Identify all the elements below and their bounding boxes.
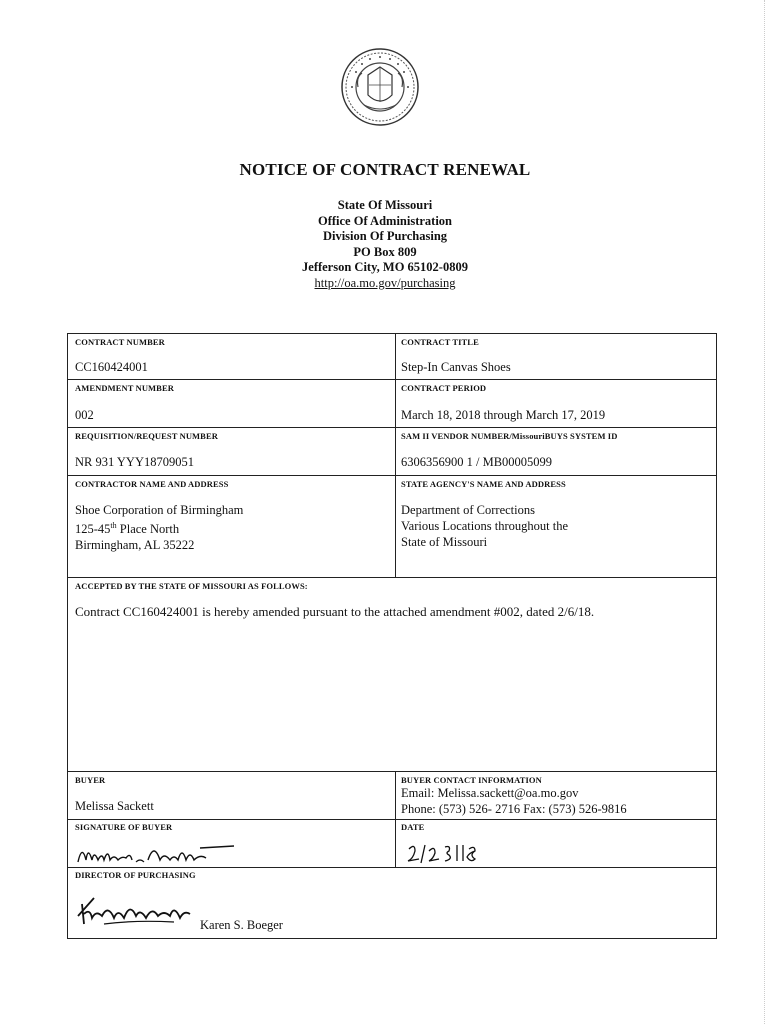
contractor-label: CONTRACTOR NAME AND ADDRESS (75, 479, 229, 489)
row-divider (68, 475, 716, 476)
missouri-state-seal-icon (340, 47, 420, 127)
document-title: NOTICE OF CONTRACT RENEWAL (239, 160, 531, 179)
buyer-email: Email: Melissa.sackett@oa.mo.gov (401, 786, 579, 800)
row-divider (68, 379, 716, 380)
agency-location: Various Locations throughout the (401, 519, 568, 533)
page-edge-mark (764, 0, 767, 1024)
buyer-label: BUYER (75, 775, 106, 785)
address-state: State Of Missouri (337, 198, 433, 212)
purchasing-url-link[interactable]: http://oa.mo.gov/purchasing (314, 275, 456, 290)
contract-form (67, 333, 717, 939)
address-office: Office Of Administration (317, 213, 452, 228)
address-po-box: PO Box 809 (353, 244, 417, 259)
issuer-address (0, 198, 770, 291)
row-divider (68, 819, 716, 820)
contract-number-label: CONTRACT NUMBER (75, 337, 165, 347)
amendment-number-value: 002 (75, 408, 94, 422)
buyer-contact-label: BUYER CONTACT INFORMATION (401, 775, 542, 785)
requisition-label: REQUISITION/REQUEST NUMBER (75, 431, 218, 441)
column-divider (395, 334, 396, 577)
contract-title-value: Step-In Canvas Shoes (401, 360, 511, 374)
accepted-label: ACCEPTED BY THE STATE OF MISSOURI AS FOLLOWS: (75, 581, 308, 591)
accepted-text: Contract CC160424001 is hereby amended pursuant to the attached amendment #002, dated 2/6/18. (75, 604, 595, 619)
contract-period-label: CONTRACT PERIOD (401, 383, 487, 393)
vendor-number-value: 6306356900 1 / MB00005099 (401, 455, 553, 469)
contract-title-label: CONTRACT TITLE (401, 337, 479, 347)
vendor-number-label: SAM II VENDOR NUMBER/MissouriBUYS SYSTEM ID (401, 431, 618, 441)
director-name: Karen S. Boeger (200, 918, 283, 932)
buyer-signature-image (74, 834, 244, 870)
agency-label: STATE AGENCY'S NAME AND ADDRESS (401, 479, 566, 489)
contract-period-value: March 18, 2018 through March 17, 2019 (401, 408, 606, 422)
amendment-number-label: AMENDMENT NUMBER (75, 383, 174, 393)
requisition-value: NR 931 YYY18709051 (75, 455, 194, 469)
contractor-city: Birmingham, AL 35222 (75, 538, 195, 553)
contract-number-value: CC160424001 (75, 360, 148, 374)
row-divider (68, 771, 716, 772)
signature-of-buyer-label: SIGNATURE OF BUYER (75, 822, 173, 832)
row-divider (68, 427, 716, 428)
contractor-street (75, 518, 243, 537)
contractor-address (75, 502, 243, 553)
street-number: 125-45 (75, 522, 111, 537)
director-signature-image (74, 894, 204, 934)
buyer-name: Melissa Sackett (75, 799, 154, 813)
date-handwriting-image (405, 841, 485, 865)
address-city: Jefferson City, MO 65102-0809 (302, 260, 468, 274)
column-divider (395, 771, 396, 867)
director-label: DIRECTOR OF PURCHASING (75, 870, 196, 880)
street-ordinal: th (110, 521, 117, 530)
address-division: Division Of Purchasing (322, 229, 448, 243)
contractor-name: Shoe Corporation of Birmingham (75, 503, 244, 517)
row-divider (68, 577, 716, 578)
date-label: DATE (401, 822, 425, 832)
agency-name: Department of Corrections (401, 503, 535, 517)
agency-address (401, 502, 568, 550)
buyer-phone: Phone: (573) 526- 2716 Fax: (573) 526-9816 (401, 802, 627, 816)
street-name: Place North (116, 522, 180, 537)
agency-state: State of Missouri (401, 535, 488, 549)
